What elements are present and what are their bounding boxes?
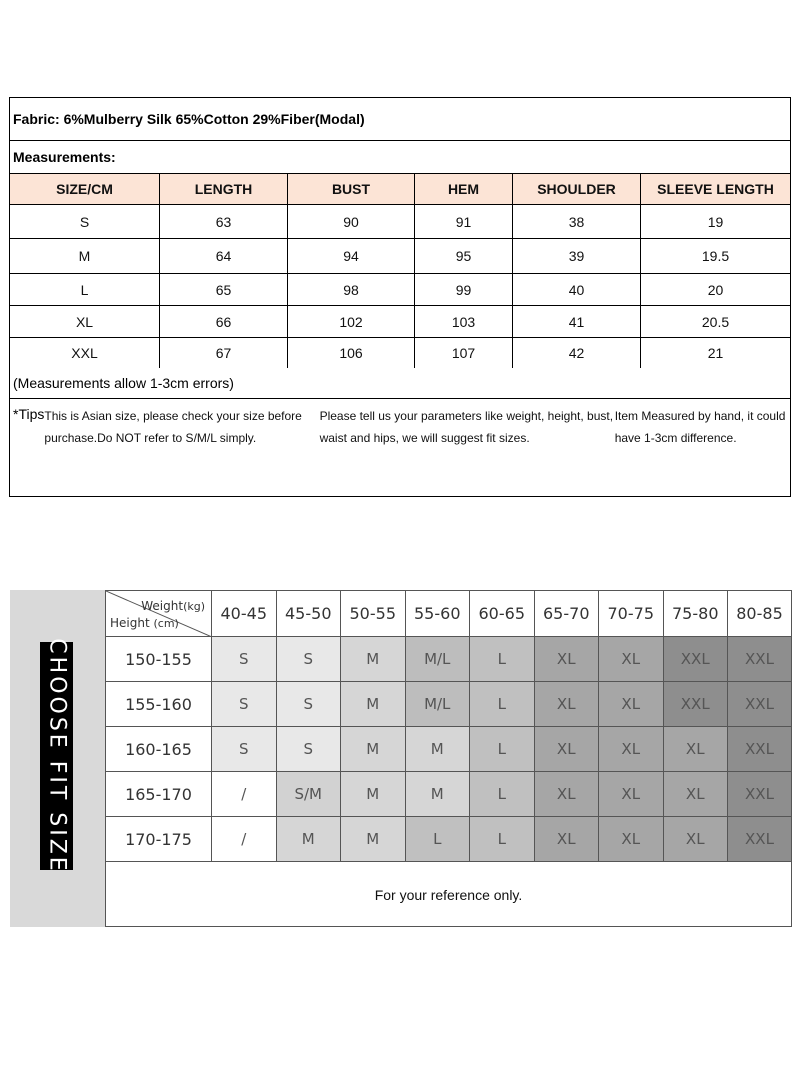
value-cell: 20.5 — [701, 313, 730, 330]
diagonal-divider — [106, 591, 212, 637]
value-cell: 63 — [160, 205, 288, 238]
weight-range-header: 65-70 — [535, 591, 600, 636]
tips-section — [10, 399, 790, 496]
fit-size-cell: S — [277, 637, 342, 681]
weight-axis-label — [141, 599, 205, 613]
fit-size-cell: XXL — [664, 682, 729, 726]
value-cell: 39 — [513, 239, 641, 273]
tip-line: Item Measured by hand, it could have 1-3cm difference. — [614, 409, 786, 445]
fit-size-cell: L — [470, 817, 535, 861]
fit-size-cell: XXL — [728, 772, 791, 816]
fit-size-cell: XL — [535, 772, 600, 816]
size-cell: M — [10, 239, 160, 273]
value-cell: 20 — [707, 281, 724, 298]
fabric-text: Fabric: 6%Mulberry Silk 65%Cotton 29%Fiber(Modal) — [13, 111, 365, 127]
fit-size-cell: M — [341, 682, 406, 726]
measurement-table — [9, 97, 791, 497]
fit-size-cell: / — [212, 817, 277, 861]
table-row — [10, 338, 790, 368]
table-row — [10, 205, 790, 239]
measurements-title-row — [10, 141, 790, 174]
value-cell: 107 — [415, 338, 513, 368]
fit-size-cell: M/L — [406, 637, 471, 681]
value-cell: 40 — [513, 274, 641, 305]
fabric-row — [10, 98, 790, 141]
height-axis-label — [110, 616, 179, 630]
fit-size-cell: XL — [599, 637, 664, 681]
weight-range-header: 55-60 — [406, 591, 471, 636]
value-cell: 95 — [415, 239, 513, 273]
measurement-note: (Measurements allow 1-3cm errors) — [10, 368, 790, 399]
fit-size-cell: XXL — [728, 817, 791, 861]
fit-size-cell: S — [277, 727, 342, 771]
weight-unit: (kg) — [183, 600, 205, 613]
fit-size-grid — [105, 590, 792, 927]
weight-range-header: 80-85 — [736, 604, 783, 623]
fit-size-cell: XXL — [728, 727, 791, 771]
weight-range-header: 70-75 — [599, 591, 664, 636]
weight-range-header: 45-50 — [277, 591, 342, 636]
height-range-cell: 155-160 — [106, 682, 212, 726]
fit-size-cell: L — [406, 817, 471, 861]
fit-size-cell: XXL — [664, 637, 729, 681]
size-cell: XL — [10, 306, 160, 337]
height-unit: (cm) — [153, 617, 179, 630]
weight-range-header: 40-45 — [212, 591, 277, 636]
value-cell: 19 — [707, 213, 724, 230]
value-cell: 67 — [160, 338, 288, 368]
fit-size-cell: XL — [599, 682, 664, 726]
height-range-cell: 160-165 — [106, 727, 212, 771]
value-cell: 90 — [288, 205, 415, 238]
height-range-cell: 170-175 — [106, 817, 212, 861]
fit-size-cell: XL — [599, 727, 664, 771]
value-cell: 66 — [160, 306, 288, 337]
fit-size-cell: M — [341, 772, 406, 816]
fit-size-cell: L — [470, 772, 535, 816]
height-range-cell: 165-170 — [106, 772, 212, 816]
fit-size-cell: XL — [664, 727, 729, 771]
fit-size-cell: M/L — [406, 682, 471, 726]
weight-label: Weight — [141, 599, 184, 613]
value-cell: 65 — [160, 274, 288, 305]
fit-size-cell: XL — [664, 817, 729, 861]
fit-size-cell: L — [470, 727, 535, 771]
fit-size-cell: XXL — [728, 682, 791, 726]
corner-cell — [106, 591, 212, 636]
fit-row — [106, 817, 791, 862]
height-label: Height — [110, 616, 150, 630]
column-header: SIZE/CM — [10, 174, 160, 204]
fit-size-cell: XL — [599, 772, 664, 816]
weight-range-header: 75-80 — [664, 591, 729, 636]
fit-size-cell: L — [470, 682, 535, 726]
tip-line: This is Asian size, please check your size before purchase.Do NOT refer to S/M/L simply. — [44, 409, 302, 445]
value-cell: 41 — [513, 306, 641, 337]
size-cell: XXL — [10, 338, 160, 368]
value-cell: 19.5 — [701, 248, 730, 264]
fit-size-cell: S — [212, 727, 277, 771]
table-row — [10, 274, 790, 306]
fit-size-cell: S/M — [277, 772, 342, 816]
value-cell: 102 — [288, 306, 415, 337]
fit-size-cell: XL — [535, 682, 600, 726]
column-header: BUST — [288, 174, 415, 204]
value-cell: 64 — [160, 239, 288, 273]
fit-size-cell: L — [470, 637, 535, 681]
fit-size-cell: / — [212, 772, 277, 816]
value-cell: 91 — [415, 205, 513, 238]
size-cell: L — [10, 274, 160, 305]
fit-size-cell: XL — [664, 772, 729, 816]
value-cell: 106 — [288, 338, 415, 368]
size-cell: S — [10, 205, 160, 238]
value-cell: 38 — [513, 205, 641, 238]
fit-side-label-text: CHOOSE FIT SIZE — [44, 638, 69, 874]
fit-size-cell: XXL — [728, 637, 791, 681]
weight-range-header: 50-55 — [341, 591, 406, 636]
tips-title: *Tips — [13, 406, 45, 422]
fit-size-cell: XL — [535, 637, 600, 681]
measurements-title: Measurements: — [13, 149, 116, 165]
column-header: HEM — [415, 174, 513, 204]
fit-size-cell: S — [212, 637, 277, 681]
value-cell: 99 — [415, 274, 513, 305]
value-cell: 21 — [707, 345, 724, 361]
fit-header-row — [106, 591, 791, 637]
column-header: SLEEVE LENGTH — [657, 181, 774, 197]
value-cell: 103 — [415, 306, 513, 337]
fit-size-cell: M — [406, 727, 471, 771]
fit-size-cell: S — [212, 682, 277, 726]
height-range-cell: 150-155 — [106, 637, 212, 681]
weight-range-header: 60-65 — [470, 591, 535, 636]
value-cell: 42 — [513, 338, 641, 368]
fit-size-cell: M — [406, 772, 471, 816]
fit-row — [106, 637, 791, 682]
tip-line: Please tell us your parameters like weight, height, bust, waist and hips, we will suggest fit sizes. — [319, 409, 614, 445]
reference-note: For your reference only. — [374, 886, 523, 903]
fit-size-cell: XL — [599, 817, 664, 861]
value-cell: 94 — [288, 239, 415, 273]
fit-size-cell: M — [277, 817, 342, 861]
fit-row — [106, 727, 791, 772]
fit-size-cell: XL — [535, 727, 600, 771]
fit-row — [106, 772, 791, 817]
column-header: SHOULDER — [513, 174, 641, 204]
column-header: LENGTH — [160, 174, 288, 204]
fit-size-cell: S — [277, 682, 342, 726]
fit-size-cell: M — [341, 817, 406, 861]
fit-size-cell: M — [341, 637, 406, 681]
value-cell: 98 — [288, 274, 415, 305]
fit-size-cell: XL — [535, 817, 600, 861]
fit-row — [106, 682, 791, 727]
fit-size-cell: M — [341, 727, 406, 771]
table-row — [10, 239, 790, 274]
table-header-row — [10, 174, 790, 205]
table-row — [10, 306, 790, 338]
fit-side-label — [40, 638, 73, 874]
